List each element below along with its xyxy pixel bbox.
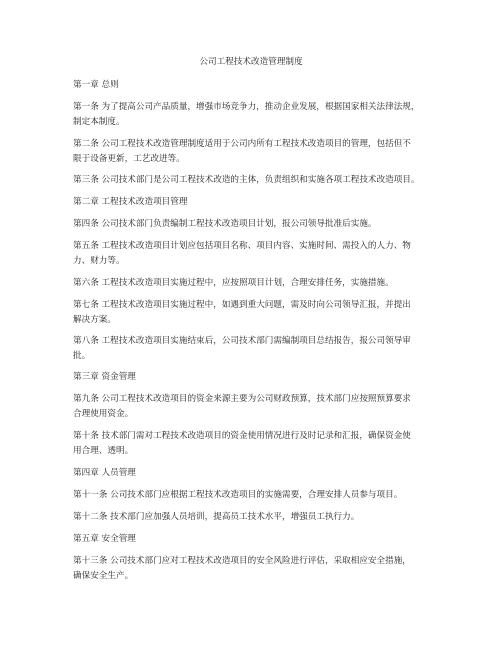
text-line: 用合理、透明。: [73, 446, 134, 456]
text-line: 第二章 工程技术改造项目管理: [73, 197, 188, 207]
text-line: 第二条 公司工程技术改造管理制度适用于公司内所有工程技术改造项目的管理，包括但不: [73, 139, 411, 149]
text-line: 力、财力等。: [73, 256, 125, 266]
text-line: 解决方案。: [73, 315, 116, 325]
article-13: [73, 554, 441, 584]
article-5: [73, 239, 441, 269]
article-12: [73, 510, 441, 525]
text-line: 第八条 工程技术改造项目实施结束后，公司技术部门需编制项目总结报告，报公司领导审: [73, 336, 411, 346]
text-line: 第五条 工程技术改造项目计划应包括项目名称、项目内容、实施时间、需投入的人力、物: [73, 241, 411, 251]
text-line: 制定本制度。: [73, 117, 125, 127]
article-8: [73, 334, 441, 364]
text-line: 第十三条 公司技术部门应对工程技术改造项目的安全风险进行评估，采取相应安全措施，: [73, 556, 411, 566]
document-title: 公司工程技术改造管理制度: [199, 57, 303, 67]
text-line: 合理使用资金。: [73, 409, 134, 419]
text-line: 第一章 总则: [73, 80, 119, 90]
text-line: 第四条 公司技术部门负责编制工程技术改造项目计划，报公司领导批准后实施。: [73, 219, 377, 229]
article-11: [73, 488, 441, 503]
text-line: 批。: [73, 351, 91, 361]
chapter-heading-4: [73, 466, 441, 481]
article-2: [73, 137, 441, 167]
article-7: [73, 298, 441, 328]
text-line: 第五章 安全管理: [73, 534, 136, 544]
text-line: 第七条 工程技术改造项目实施过程中，如遇到重大问题，需及时向公司领导汇报，并提出: [73, 300, 411, 310]
text-line: 第三章 资金管理: [73, 372, 136, 382]
text-line: 第一条 为了提高公司产品质量，增强市场竞争力，推动企业发展，根据国家相关法律法规，: [73, 102, 420, 112]
text-line: 第六条 工程技术改造项目实施过程中，应按照项目计划，合理安排任务，实施措施。: [73, 278, 394, 288]
article-6: [73, 276, 441, 291]
article-4: [73, 217, 441, 232]
chapter-heading-1: [73, 78, 441, 93]
chapter-heading-5: [73, 532, 441, 547]
text-line: 第十二条 技术部门应加强人员培训，提高员工技术水平，增强员工执行力。: [73, 512, 360, 522]
text-line: 第九条 公司工程技术改造项目的资金来源主要为公司财政预算，技术部门应按照预算要求: [73, 394, 411, 404]
chapter-heading-2: [73, 195, 441, 210]
text-line: 第四章 人员管理: [73, 468, 136, 478]
text-line: 第三条 公司技术部门是公司工程技术改造的主体，负责组织和实施各项工程技术改造项目。: [73, 175, 420, 185]
article-10: [73, 429, 441, 459]
text-line: 确保安全生产。: [73, 571, 134, 581]
article-1: [73, 100, 441, 130]
chapter-heading-3: [73, 370, 441, 385]
article-3: [73, 173, 441, 188]
text-line: 第十一条 公司技术部门应根据工程技术改造项目的实施需要，合理安排人员参与项目。: [73, 490, 403, 500]
text-line: 限于设备更新，工艺改进等。: [73, 154, 185, 164]
article-9: [73, 392, 441, 422]
text-line: 第十条 技术部门需对工程技术改造项目的资金使用情况进行及时记录和汇报，确保资金使: [73, 431, 411, 441]
